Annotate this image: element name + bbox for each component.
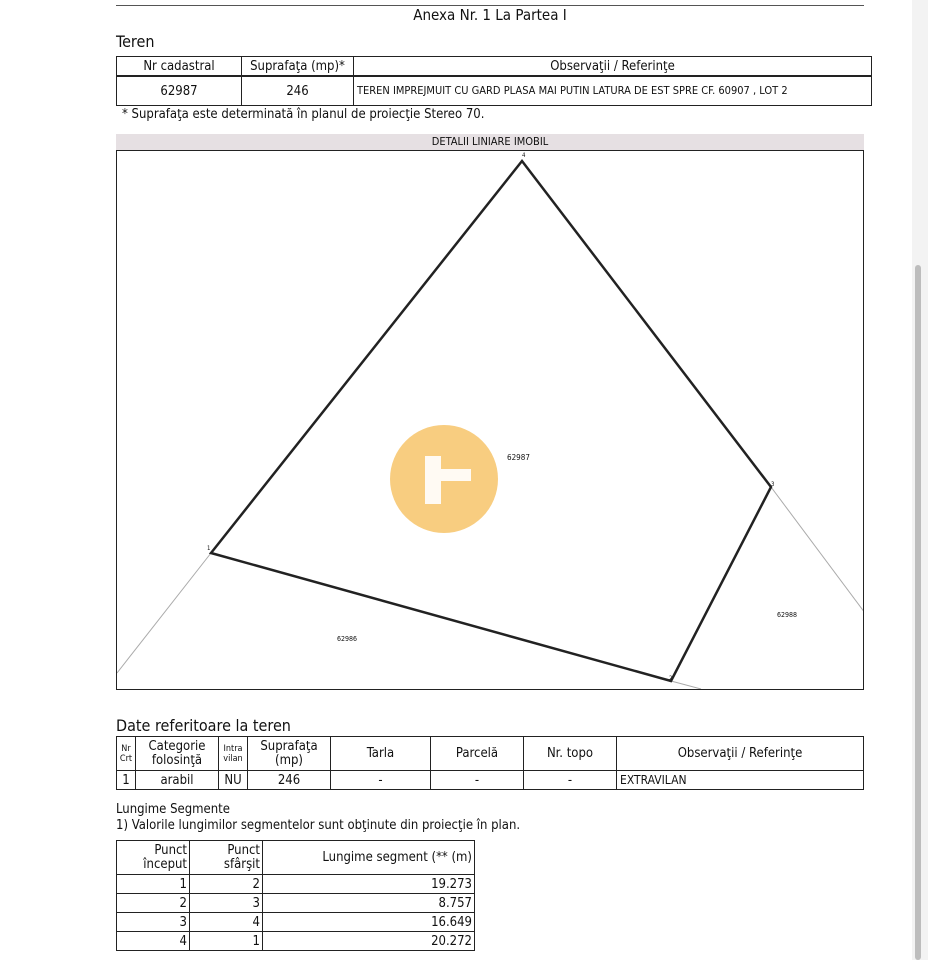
col-header: Tarla <box>331 737 431 771</box>
cell: 2 <box>190 875 263 894</box>
parcel-plan <box>116 150 864 690</box>
cell: 62987 <box>117 76 242 106</box>
scrollbar-thumb[interactable] <box>915 265 921 960</box>
col-header: Nr. topo <box>524 737 617 771</box>
parcel-label: 62987 <box>507 453 530 462</box>
point-label: 3 <box>771 481 775 488</box>
cell: EXTRAVILAN <box>617 771 864 790</box>
neighbor-boundary <box>771 487 863 613</box>
cell: 1 <box>117 771 136 790</box>
plan-heading: DETALII LINIARE IMOBIL <box>116 134 864 150</box>
col-header: Nr Crt <box>117 737 136 771</box>
col-header: Suprafaţa (mp) <box>248 737 331 771</box>
segments-table <box>116 840 475 951</box>
point-label: 1 <box>207 545 211 552</box>
cell: 1 <box>190 932 263 951</box>
date-table <box>116 736 864 790</box>
cell: arabil <box>136 771 219 790</box>
point-label: 4 <box>522 152 526 159</box>
col-header: Observaţii / Referinţe <box>354 57 872 77</box>
segments-heading <box>116 802 520 834</box>
page-title: Anexa Nr. 1 La Partea I <box>413 6 567 24</box>
segments-title: Lungime Segmente <box>116 802 230 817</box>
neighbor-label: 62986 <box>337 635 358 643</box>
teren-heading: Teren <box>116 32 155 51</box>
col-header: Categorie folosinţă <box>136 737 219 771</box>
col-header: Observaţii / Referinţe <box>617 737 864 771</box>
cell: TEREN IMPREJMUIT CU GARD PLASA MAI PUTIN LATURA DE EST SPRE CF. 60907 , LOT 2 <box>354 76 872 106</box>
cell: 19.273 <box>263 875 475 894</box>
cell: - <box>524 771 617 790</box>
col-header: Lungime segment (** (m) <box>263 841 475 875</box>
point-label: 2 <box>669 675 673 682</box>
cell: NU <box>219 771 248 790</box>
col-header: Intra vilan <box>219 737 248 771</box>
cell: 8.757 <box>263 894 475 913</box>
cell: 4 <box>117 932 190 951</box>
surface-note: * Suprafaţa este determinată în planul de proiecţie Stereo 70. <box>122 107 485 122</box>
col-header: Parcelă <box>431 737 524 771</box>
col-header: Punct sfârşit <box>190 841 263 875</box>
cell: 246 <box>248 771 331 790</box>
date-heading: Date referitoare la teren <box>116 716 291 735</box>
col-header: Punct început <box>117 841 190 875</box>
cell: - <box>431 771 524 790</box>
segments-note: 1) Valorile lungimilor segmentelor sunt obţinute din proiecţie în plan. <box>116 818 521 833</box>
cell: 246 <box>242 76 354 106</box>
cell: - <box>331 771 431 790</box>
cell: 16.649 <box>263 913 475 932</box>
col-header: Nr cadastral <box>117 57 242 77</box>
cell: 3 <box>117 913 190 932</box>
col-header: Suprafaţa (mp)* <box>242 57 354 77</box>
cell: 3 <box>190 894 263 913</box>
neighbor-label: 62988 <box>777 611 798 619</box>
parcel-outline <box>211 161 771 681</box>
cell: 4 <box>190 913 263 932</box>
neighbor-boundary <box>117 553 211 673</box>
cell: 2 <box>117 894 190 913</box>
cell: 20.272 <box>263 932 475 951</box>
cell: 1 <box>117 875 190 894</box>
teren-table <box>116 56 872 106</box>
neighbor-boundary <box>671 681 701 689</box>
